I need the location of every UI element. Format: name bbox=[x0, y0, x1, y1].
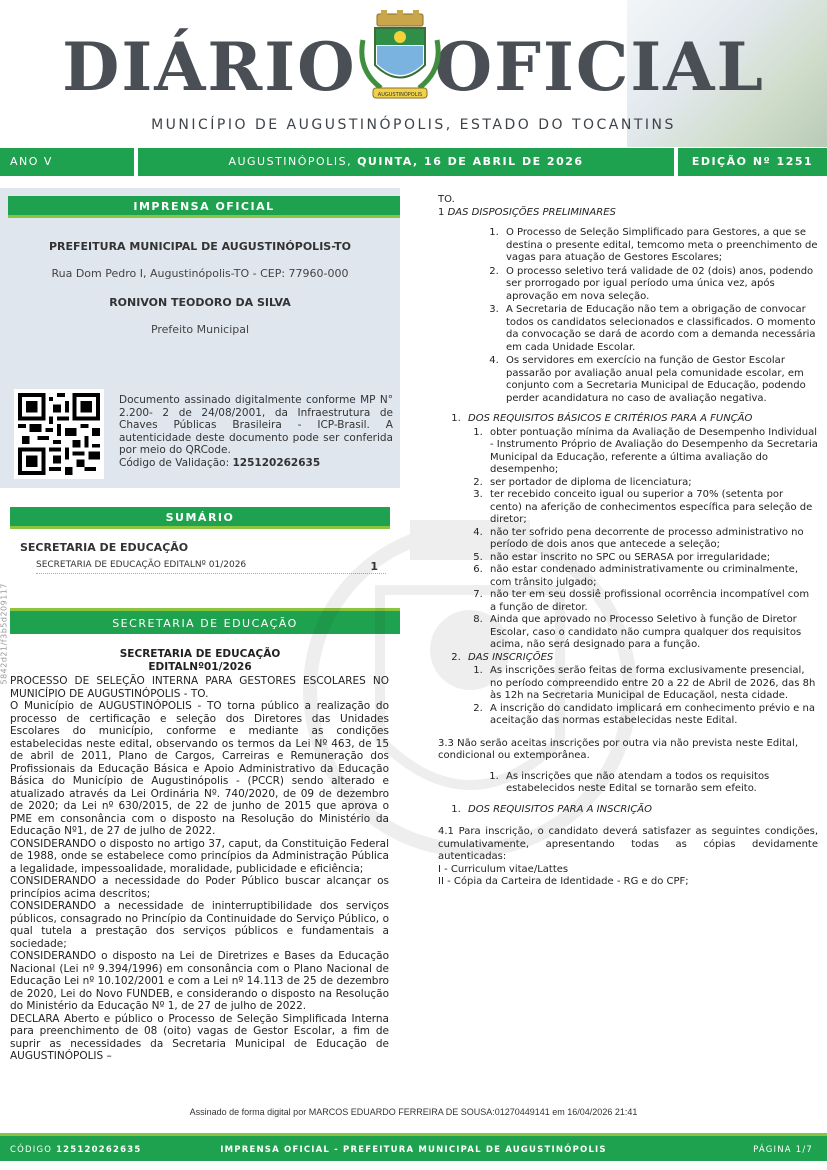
sumario-entry-page: 1 bbox=[370, 560, 378, 573]
list-item: 1. As inscrições que não atendam a todos os requisitos estabelecidos neste Edital se tornarão sem efeito. bbox=[502, 771, 818, 796]
page-footer bbox=[0, 1133, 827, 1161]
digital-signature-note bbox=[119, 394, 393, 469]
doc-paragraph: CONSIDERANDO a necessidade do Poder Público buscar alcançar os princípios acima descritos; bbox=[10, 875, 389, 900]
section-3-title: DAS INSCRIÇÕES bbox=[468, 651, 554, 663]
section-1-list bbox=[502, 227, 818, 405]
prefeitura-address: Rua Dom Pedro I, Augustinópolis-TO - CEP: 77960-000 bbox=[51, 267, 349, 280]
crest-label: AUGUSTINÓPOLIS bbox=[377, 92, 423, 98]
requirement-line-i: I - Curriculum vitae/Lattes bbox=[438, 863, 569, 875]
page-number: PÁGINA 1/7 bbox=[753, 1145, 813, 1155]
requirement-line-ii: II - Cópia da Carteira de Identidade - RG e do CPF; bbox=[438, 876, 689, 887]
list-item: 2. O processo seletivo terá validade de 02 (dois) anos, podendo ser prorrogado por igual período uma única vez, após aprovação em nova seleção. bbox=[502, 266, 818, 304]
doc-paragraph: CONSIDERANDO o disposto no artigo 37, caput, da Constituição Federal de 1988, onde se estabelece como princípios da Administração Pública a legalidade, impessoalidade, moralidade, publicidade e eficiência; bbox=[10, 837, 389, 875]
edition-year: ANO V bbox=[0, 148, 134, 176]
list-item: 8. Ainda que aprovado no Processo Seletivo à função de Diretor Escolar, caso o candidato não cumpra qualquer dos requisitos acima, não será designado para a função. bbox=[486, 614, 818, 652]
sections-2-3-list bbox=[464, 413, 818, 728]
sumario-section: SECRETARIA DE EDUCAÇÃO bbox=[20, 541, 189, 554]
sumario-title: SUMÁRIO bbox=[10, 507, 390, 529]
edition-info-bar bbox=[0, 148, 827, 176]
masthead-title-right: OFICIAL bbox=[434, 28, 765, 106]
right-column bbox=[438, 194, 818, 889]
section-3-3-list bbox=[502, 771, 818, 796]
section-1-number: 1 bbox=[438, 206, 445, 218]
doc-paragraph: O Município de AUGUSTINÓPOLIS - TO torna público a realização do processo de certificação e seleção dos Diretores das Unidades Escolares do município, conforme e mediante as condições estabelecidas neste edital, observando os termos da Lei Nº 463, de 15 de abril de 2011, Plano de Cargos, Carreiras e Remuneração dos Profissionais da Educação Básica e Apoio Administrativo da Educação Básica do Município de Augustinópolis - (PCCR) sendo alterado e atualizado através da Lei Ordinária Nº. 740/2020, de 09 de dezembro de 2020; da Lei nº 630/2015, de 22 de junho de 2015 que aprova o PME em consonância com o disposto na Resolução do Ministério da Educação Nº1, de 27 de julho de 2022. bbox=[10, 700, 389, 837]
coat-of-arms-icon bbox=[355, 10, 445, 106]
masthead-subtitle: MUNICÍPIO DE AUGUSTINÓPOLIS, ESTADO DO TOCANTINS bbox=[151, 117, 676, 133]
section-4-title: DOS REQUISITOS PARA A INSCRIÇÃO bbox=[468, 803, 653, 815]
edition-date bbox=[138, 148, 674, 176]
edition-date-text: QUINTA, 16 DE ABRIL DE 2026 bbox=[357, 155, 584, 168]
masthead-title-left: DIÁRIO bbox=[62, 28, 357, 106]
side-document-code: 5842d21/f3b5d209117 bbox=[0, 582, 9, 685]
list-item: 3. ter recebido conceito igual ou superior a 70% (setenta por cento) na aferição de conhecimentos específica para seleção de diretor; bbox=[486, 489, 818, 527]
section-2 bbox=[464, 413, 818, 652]
footer-publisher: IMPRENSA OFICIAL - PREFEITURA MUNICIPAL DE AUGUSTINÓPOLIS bbox=[220, 1145, 607, 1155]
qr-code-icon[interactable] bbox=[14, 389, 104, 479]
list-item: 7. não ter em seu dossiê profissional ocorrência incompatível com a função de diretor. bbox=[486, 589, 818, 614]
list-item: 1. O Processo de Seleção Simplificado para Gestores, a que se destina o presente edital, temcomo meta o preenchimento de vagas para atuação de Gestores Escolares; bbox=[502, 227, 818, 265]
section-3 bbox=[464, 652, 818, 728]
sumario-entry-title: SECRETARIA DE EDUCAÇÃO EDITALNº 01/2026 bbox=[36, 560, 247, 570]
section-3-list bbox=[486, 665, 818, 728]
prefeitura-name: PREFEITURA MUNICIPAL DE AUGUSTINÓPOLIS-TO bbox=[48, 240, 352, 253]
doc-paragraph: DECLARA Aberto e público o Processo de Seleção Simplificada Interna para preenchimento de 08 (oito) vagas de Gestor Escolar, a fim de suprir as necessidades da Secretaria Municipal de Educação de AUGUSTINÓPOLIS – bbox=[10, 1012, 389, 1062]
list-item: 1. As inscrições serão feitas de forma exclusivamente presencial, no período compreendido entre 20 a 22 de Abril de 2026, das 8h às 12h na Secretaria Municipal de Educaçãol, nesta cidade. bbox=[486, 665, 818, 703]
continuation-to: TO. bbox=[438, 194, 455, 205]
section-1-title: DAS DISPOSIÇÕES PRELIMINARES bbox=[447, 206, 616, 218]
list-item: 2. ser portador de diploma de licenciatura; bbox=[486, 477, 818, 490]
list-item: 6. não estar condenado administrativamente ou criminalmente, com trânsito julgado; bbox=[486, 564, 818, 589]
validation-code: 125120262635 bbox=[232, 456, 321, 469]
edition-number: EDIÇÃO Nº 1251 bbox=[678, 148, 827, 176]
imprensa-title: IMPRENSA OFICIAL bbox=[8, 196, 400, 218]
paragraph-3-3: 3.3 Não serão aceitas inscrições por outra via não prevista neste Edital, condicional ou extemporânea. bbox=[438, 737, 798, 761]
section-2-list bbox=[486, 427, 818, 652]
list-item: 3. A Secretaria de Educação não tem a obrigação de convocar todos os candidatos selecionados e classificados. O momento da convocação se dará de acordo com a demanda necessária em cada Unidade Escolar. bbox=[502, 304, 818, 354]
section-heading-1 bbox=[438, 207, 818, 220]
edition-city: AUGUSTINÓPOLIS, bbox=[228, 155, 353, 168]
list-item: 5. não estar inscrito no SPC ou SERASA por irregularidade; bbox=[486, 552, 818, 565]
footer-code-value: 125120262635 bbox=[56, 1145, 142, 1155]
mayor-role: Prefeito Municipal bbox=[150, 323, 250, 336]
section-4 bbox=[464, 804, 818, 817]
document-title-line1: SECRETARIA DE EDUCAÇÃO bbox=[119, 648, 281, 660]
list-item: 2. A inscrição do candidato implicará em conhecimento prévio e na aceitação das normas estabelecidas neste Edital. bbox=[486, 703, 818, 728]
section-band: SECRETARIA DE EDUCAÇÃO bbox=[10, 608, 400, 634]
doc-paragraph: PROCESSO DE SELEÇÃO INTERNA PARA GESTORES ESCOLARES NO MUNICÍPIO DE AUGUSTINÓPOLIS - TO. bbox=[10, 675, 389, 700]
signature-text: Documento assinado digitalmente conforme MP N° 2.200- 2 de 24/08/2001, da Infraestrutura de Chaves Públicas Brasileira - ICP-Brasil. A autenticidade deste documento pode ser conferida por meio do QRCode. bbox=[119, 394, 393, 456]
mayor-name: RONIVON TEODORO DA SILVA bbox=[109, 296, 291, 309]
list-item: 4. não ter sofrido pena decorrente de processo administrativo no período de dois anos que antecede a seleção; bbox=[486, 527, 818, 552]
digital-signature-line: Assinado de forma digital por MARCOS EDUARDO FERREIRA DE SOUSA:01270449141 em 16/04/2026 21:41 bbox=[189, 1107, 638, 1117]
paragraph-4-1: 4.1 Para inscrição, o candidato deverá satisfazer as seguintes condições, cumulativamente, apresentando todas as cópias devidamente autenticadas: bbox=[438, 826, 818, 862]
document-title-line2: EDITALNº01/2026 bbox=[148, 661, 252, 673]
footer-code-label: CÓDIGO bbox=[10, 1145, 53, 1155]
doc-paragraph: CONSIDERANDO o disposto na Lei de Diretrizes e Bases da Educação Nacional (Lei nº 9.394/1996) em consonância com o Plano Nacional de Educação Lei nº 10.102/2001 e com a Lei nº 14.113 de 25 de dezembro de 2020, Lei do Novo FUNDEB, e considerando o disposto na Resolução do Ministério da Educação Nº 1, de 27 de julho de 2022. bbox=[10, 950, 389, 1012]
section-2-title: DOS REQUISITOS BÁSICOS E CRITÉRIOS PARA A FUNÇÃO bbox=[468, 413, 753, 424]
list-item: 1. obter pontuação mínima da Avaliação de Desempenho Individual - Instrumento Próprio de Avaliação do Desempenho da Secretaria Municipal da Educação, referente a última avaliação do desempenho; bbox=[486, 427, 818, 477]
list-item: 4. Os servidores em exercício na função de Gestor Escolar passarão por avaliação anual pela comunidade escolar, em conjunto com a Secretaria Municipal de Educação, podendo perder acandidatura no caso de avaliação negativa. bbox=[502, 355, 818, 405]
doc-paragraph: CONSIDERANDO a necessidade de ininterruptibilidade dos serviços públicos, consagrado no Princípio da Continuidade do Serviço Público, o qual tutela a prestação dos serviços públicos e fundamentais a sociedade; bbox=[10, 900, 389, 950]
validation-label: Código de Validação: bbox=[119, 456, 230, 469]
masthead bbox=[0, 0, 827, 147]
section-4-list bbox=[464, 804, 818, 817]
